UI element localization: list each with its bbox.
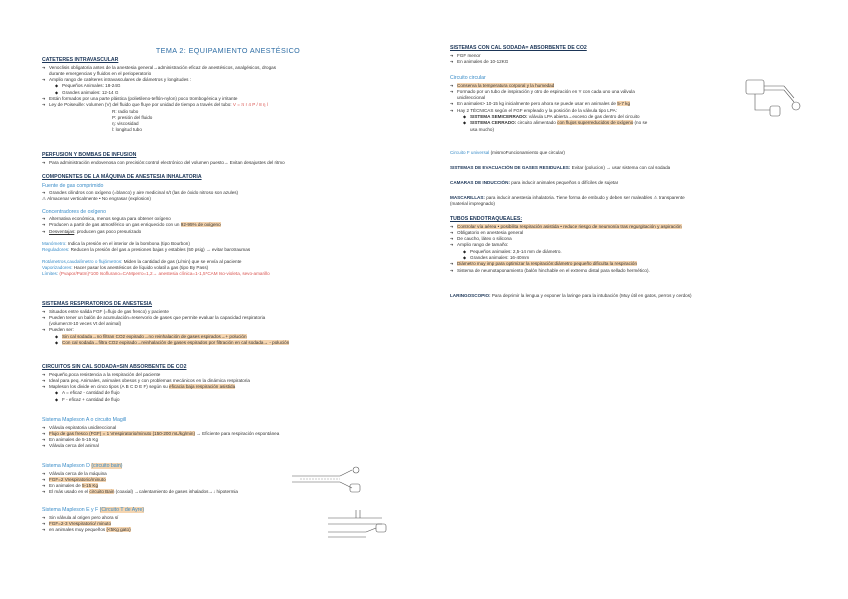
mapleson-a-item: ➔ En animales de 5-15 Kg [42, 437, 414, 443]
manometro-text: Indica la presión en el interior de la bombona (tipo Bourbon) [66, 240, 190, 246]
conc-item: ➔ Alternativa económica, menos segura para obtener oxígeno [42, 216, 414, 222]
conc-highlight: 92-95% de oxígeno [180, 222, 221, 228]
mapleson-ef-item: ➔ Sin válvula al origen pero ahora sí [42, 515, 414, 521]
cateteres-item-cont: durante emergencias y fluidos en el perioperatorio [49, 70, 152, 76]
cateteres-item: ➔ Venoclisis obligatoria antes de la anestesia general→administración eficaz de anestésicos, analgésicos, drogas [42, 65, 414, 71]
mapleson-a-item: ➔ Válvula cerca del animal [42, 443, 414, 449]
mapleson-highlight: eficacia baja respiración asistida [169, 384, 236, 390]
cateteres-item: ➔ Amplio rango de catéteres intravasculares de diámetros y longitudes : [42, 77, 414, 83]
mapleson-ef-paren: (Circuito T de Ayre) [99, 507, 145, 513]
circuitos-item: ➔ Pequeño,poca resistencia a la respiración del paciente [42, 372, 414, 378]
desventajas-label: Desventajas [49, 228, 75, 234]
cerrado-text: circuito alimentado [516, 120, 558, 126]
tubos-heading: TUBOS ENDOTRAQUEALES: [450, 216, 523, 222]
poiseuille-text: Ley de Poiseuille: volumen (V) del fluido que fluye por unidad de tiempo a través del tubo: [49, 102, 232, 108]
mapleson-text: Mapleson los divide en cinco tipos (A B C D E F) según su [49, 384, 170, 390]
circular-subitem-cont: usa mucho) [470, 126, 495, 132]
bain-text-2: (coaxial) →calentamiento de gases inhalados→↓ hipotermia [114, 489, 238, 495]
circular-subitem [450, 120, 806, 126]
semicerrado-text: válvula LPA abierta→exceso de gas dentro del circuito [527, 113, 640, 119]
mapleson-a-item: ➔ Válvula espiratoria unidireccional [42, 425, 414, 431]
circuitos-heading: CIRCUITOS SIN CAL SODADA=SIN ABSORBENTE DE CO2 [42, 364, 187, 370]
formula-var: P: presión del fluido [112, 114, 153, 120]
cateteres-item: ➔ Están formados por una parte plástica (polietileno-teflón-nylon) poco trombogénica y irritante [42, 96, 414, 102]
section-maquina [42, 174, 414, 277]
fuente-subheading: Fuente de gas comprimido [42, 182, 104, 189]
circular-diagram [740, 76, 802, 120]
circuitos-item: ➔ Ideal para peq. Animales, animales obesos y con problemas mecánicos en la dinámica respiratoria [42, 378, 414, 384]
tubos-subitem: ◆ Grandes animales: 16-40mm [450, 255, 806, 261]
section-mapleson-a [42, 415, 414, 450]
tubos-item: ➔ De caucho, látex o silicona [450, 236, 806, 242]
cerrado-label: SISTEMA CERRADO: [470, 120, 517, 126]
fgf-text: → Eficiente para respiración espontánea [195, 430, 280, 436]
section-cateteres [42, 57, 414, 134]
mapleson-ef-title: Sistema Mapleson E y F [42, 507, 100, 513]
perfusion-item: ➔ Para administración endovenosa con precisión:control electrónico del volumen puesto→ Evitan desajustes del ritmo [42, 160, 414, 166]
sistemas-item: ➔ Pueden ser: [42, 327, 414, 333]
con-cal-heading: SISTEMAS CON CAL SODADA= ABSORBENTE DE CO2 [450, 45, 587, 51]
universal-line [450, 150, 565, 156]
desventajas-text: : producen gas poco presurizado [74, 228, 142, 234]
mapleson-ef-diagram [326, 508, 396, 542]
small-highlight: (<5Kg gato) [106, 527, 131, 533]
con-cal-item: ➔ En animales de 10-12KG [450, 59, 806, 65]
manometro-label: Manómetro: [42, 240, 67, 246]
circuitos-subitem: ◆ A = eficaz - cantidad de flujo [42, 390, 414, 396]
diametro-highlight: Diámetro muy imp para optimizar la respiración:diámetro pequeño dificulta la respiración [457, 261, 638, 267]
con-cal-item: ➔ FGF menor [450, 53, 806, 59]
laringoscopio-line [450, 293, 692, 299]
conc-text: Producen a partir de gas atmosférico un gas enriquecido con un [49, 222, 181, 228]
sistemas-subitem [42, 340, 414, 346]
conc-subheading: Concentradores de oxígeno [42, 208, 107, 215]
maquina-heading: COMPONENTES DE LA MÁQUINA DE ANESTESIA INHALATORIA [42, 174, 202, 180]
section-tubos [450, 216, 806, 274]
cateteres-heading: CATETERES INTRAVASCULAR [42, 57, 119, 63]
formula-var: l: longitud tubo [112, 127, 142, 133]
induccion-line [450, 180, 618, 186]
weight-highlight: 5-15 Kg [81, 483, 99, 489]
induccion-text: para inducir animales pequeños o difíciles de sujetar [509, 180, 619, 185]
fgf-d-highlight: FGF=2 Vrespiratorio/minuto [49, 476, 106, 482]
tubos-highlight: Controlar vía aérea • posibilita respiración asistida • reduce riesgo de neumonía tras regurgitación y aspiración [457, 223, 682, 229]
universal-text: (mismoFuncionamiento que circular) [489, 150, 565, 155]
circular-item: ➔ Formado por un tubo de inspiración y otro de espiración en Y con cada uno una válvula [450, 89, 806, 95]
mapleson-d-item: ➔ Válvula cerca de la máquina [42, 471, 414, 477]
section-con-cal [450, 45, 806, 65]
laringoscopio-label: LARINGOSCOPIO: [450, 293, 491, 298]
evacuacion-text: Evitar (polucion) → usar sistema con cal sodada [570, 165, 671, 170]
conc-item [42, 229, 414, 235]
bain-highlight: circuito Bain [89, 489, 115, 495]
section-sistemas [42, 301, 414, 346]
sistemas-item: ➔ Situados entre salida FGF (=flujo de gas fresco) y paciente [42, 309, 414, 315]
poiseuille-formula: V = π r 4 P / 8 η l [232, 102, 268, 108]
fgf-highlight: Flujo de gas fresco (FGF) = 1 Vrespiratorio/minuto (150-200 mL/kg/min) [49, 430, 195, 436]
evacuacion-label: SISTEMAS DE EVACUACIÓN DE GASES RESIDUALES: [450, 165, 571, 170]
limites-line [42, 271, 414, 277]
perfusion-heading: PERFUSION Y BOMBAS DE INFUSION [42, 152, 137, 158]
mapleson-d-title: Sistema Mapleson D [42, 463, 92, 469]
circular-item-cont: unidireccional [457, 95, 486, 101]
laringoscopio-text: Para deprimir la lengua y exponer la laringe para la intubación (Muy útil en gatos, perros y cerdos) [490, 293, 692, 298]
circular-highlight: Conserva la temperatura corporal y la humedad [457, 82, 555, 88]
mapleson-d-diagram [290, 462, 370, 496]
section-circuitos [42, 364, 414, 403]
small-text: en animales muy pequeños [49, 527, 107, 533]
sistemas-heading: SISTEMAS RESPIRATORIOS DE ANESTESIA [42, 301, 153, 307]
tubos-subitem: ◆ Pequeños animales: 2,5-14 mm de diámetro. [450, 249, 806, 255]
sistemas-item: ➔ Pueden tener un balón de acumulación=reservorio de gases que permite evaluar la capacidad respiratoria [42, 315, 414, 321]
poiseuille-item [42, 102, 414, 108]
mapleson-d-paren: (circuito bain) [91, 463, 123, 469]
section-perfusion [42, 152, 414, 166]
page-title: TEMA 2: EQUIPAMIENTO ANESTÉSICO [155, 46, 301, 55]
circular-subheading: Circuito circular [450, 75, 486, 81]
cateteres-subitem: ◆ Pequeños Animales: 18-24G [42, 83, 414, 89]
circular-weight-highlight: 5-7 kg [617, 101, 631, 107]
cerrado-text-2: (no se [633, 120, 648, 126]
tubos-item: ➔ Sistema de neumotaponamiento (balón hinchable en el extremo distal para sellado hermético). [450, 268, 806, 274]
section-mascarillas [450, 195, 806, 208]
rotametros-text: Miden la cantidad de gas (L/min) que se envía al paciente [122, 258, 242, 264]
limites-label: Límites: [42, 271, 59, 277]
formula-var: R: radio tubo [112, 108, 139, 114]
sistemas-item-cont: (volumen:8-10 veces Vt del animal) [49, 321, 122, 327]
vaporizadores-label: Vaporizadores: [42, 264, 73, 270]
fuente-item: ➔ Grandes cilindros con oxígeno (=blanco) y aire medicinal s/t (las de óxido nitroso son azules) [42, 190, 414, 196]
circular-item: ➔ Hay 2 TÉCNICAS según el FGF empleado y la posición de la válvula tipo LPA: [450, 108, 806, 114]
mapleson-a-subheading: Sistema Mapleson A o circuito Magill [42, 417, 127, 423]
mascarillas-line-2: (material impregnado) [450, 201, 495, 207]
mascarillas-label: MASCARILLAS: [450, 195, 485, 200]
reguladores-line [42, 247, 414, 253]
bain-text: El más usado en el [49, 489, 90, 495]
reguladores-text: Reducen la presión del gas a presiones bajas y estables (50 psig) → evitar barotraumas [69, 247, 251, 253]
semicerrado-label: SISTEMA SEMICERRADO: [470, 113, 528, 119]
weight-text: En animales de [49, 483, 82, 489]
reguladores-label: Reguladores: [42, 247, 70, 253]
tubos-item: ➔ Amplio rango de tamaño: [450, 242, 806, 248]
circuitos-subitem: ◆ F - eficaz + cantidad de flujo [42, 397, 414, 403]
con-cal-text: Con cal sodada→filtra CO2 expirado→reinhalación de gases espirados por filtración en cal sodada→ - polución [62, 339, 290, 345]
cateteres-subitem: ◆ Grandes animales: 12-14 G [42, 90, 414, 96]
evacuacion-line [450, 165, 670, 171]
cerrado-highlight: con flujos superreducidos de oxígeno [557, 120, 634, 126]
tubos-item: ➔ Obligatorio en anestesia general [450, 230, 806, 236]
fuente-note: ⚠ Almacenar verticalmente • No engrasar (explosion) [42, 196, 151, 202]
circular-weight-text: En animales> 10-15 kg inicialmente pero ahora se puede usar en animales de [457, 101, 618, 107]
limites-text: (Pvapor/Patm)*100 Isoflurano=CAMperro=1,2→ anestesia clínica=1-1,5*CAM Iso-violeta, sevo-amarillo [58, 271, 270, 277]
universal-label: Circuito F universal [450, 150, 490, 155]
vaporizadores-text: Hacer pasar los anestésicos de líquido volatil a gas (tipo By Pass) [72, 264, 209, 270]
rotametros-label: Rotámetros,caudalímetro o flujómetros: [42, 258, 123, 264]
mascarillas-text: para inducir anestesia inhalatoria. Tiene forma de embudo y deben ser maleables ⚠ transparente [484, 195, 685, 200]
induccion-label: CAMARAS DE INDUCCIÓN: [450, 180, 510, 185]
sin-cal-text: Sin cal sodada→no filtran CO2 expirado→no reinhalación de gases espirados→+ polución [62, 333, 247, 339]
formula-var: η: viscosidad [112, 121, 139, 127]
fgf-ef-highlight: FGF=2-3 Vrespiratorio/ minuto [49, 520, 111, 526]
